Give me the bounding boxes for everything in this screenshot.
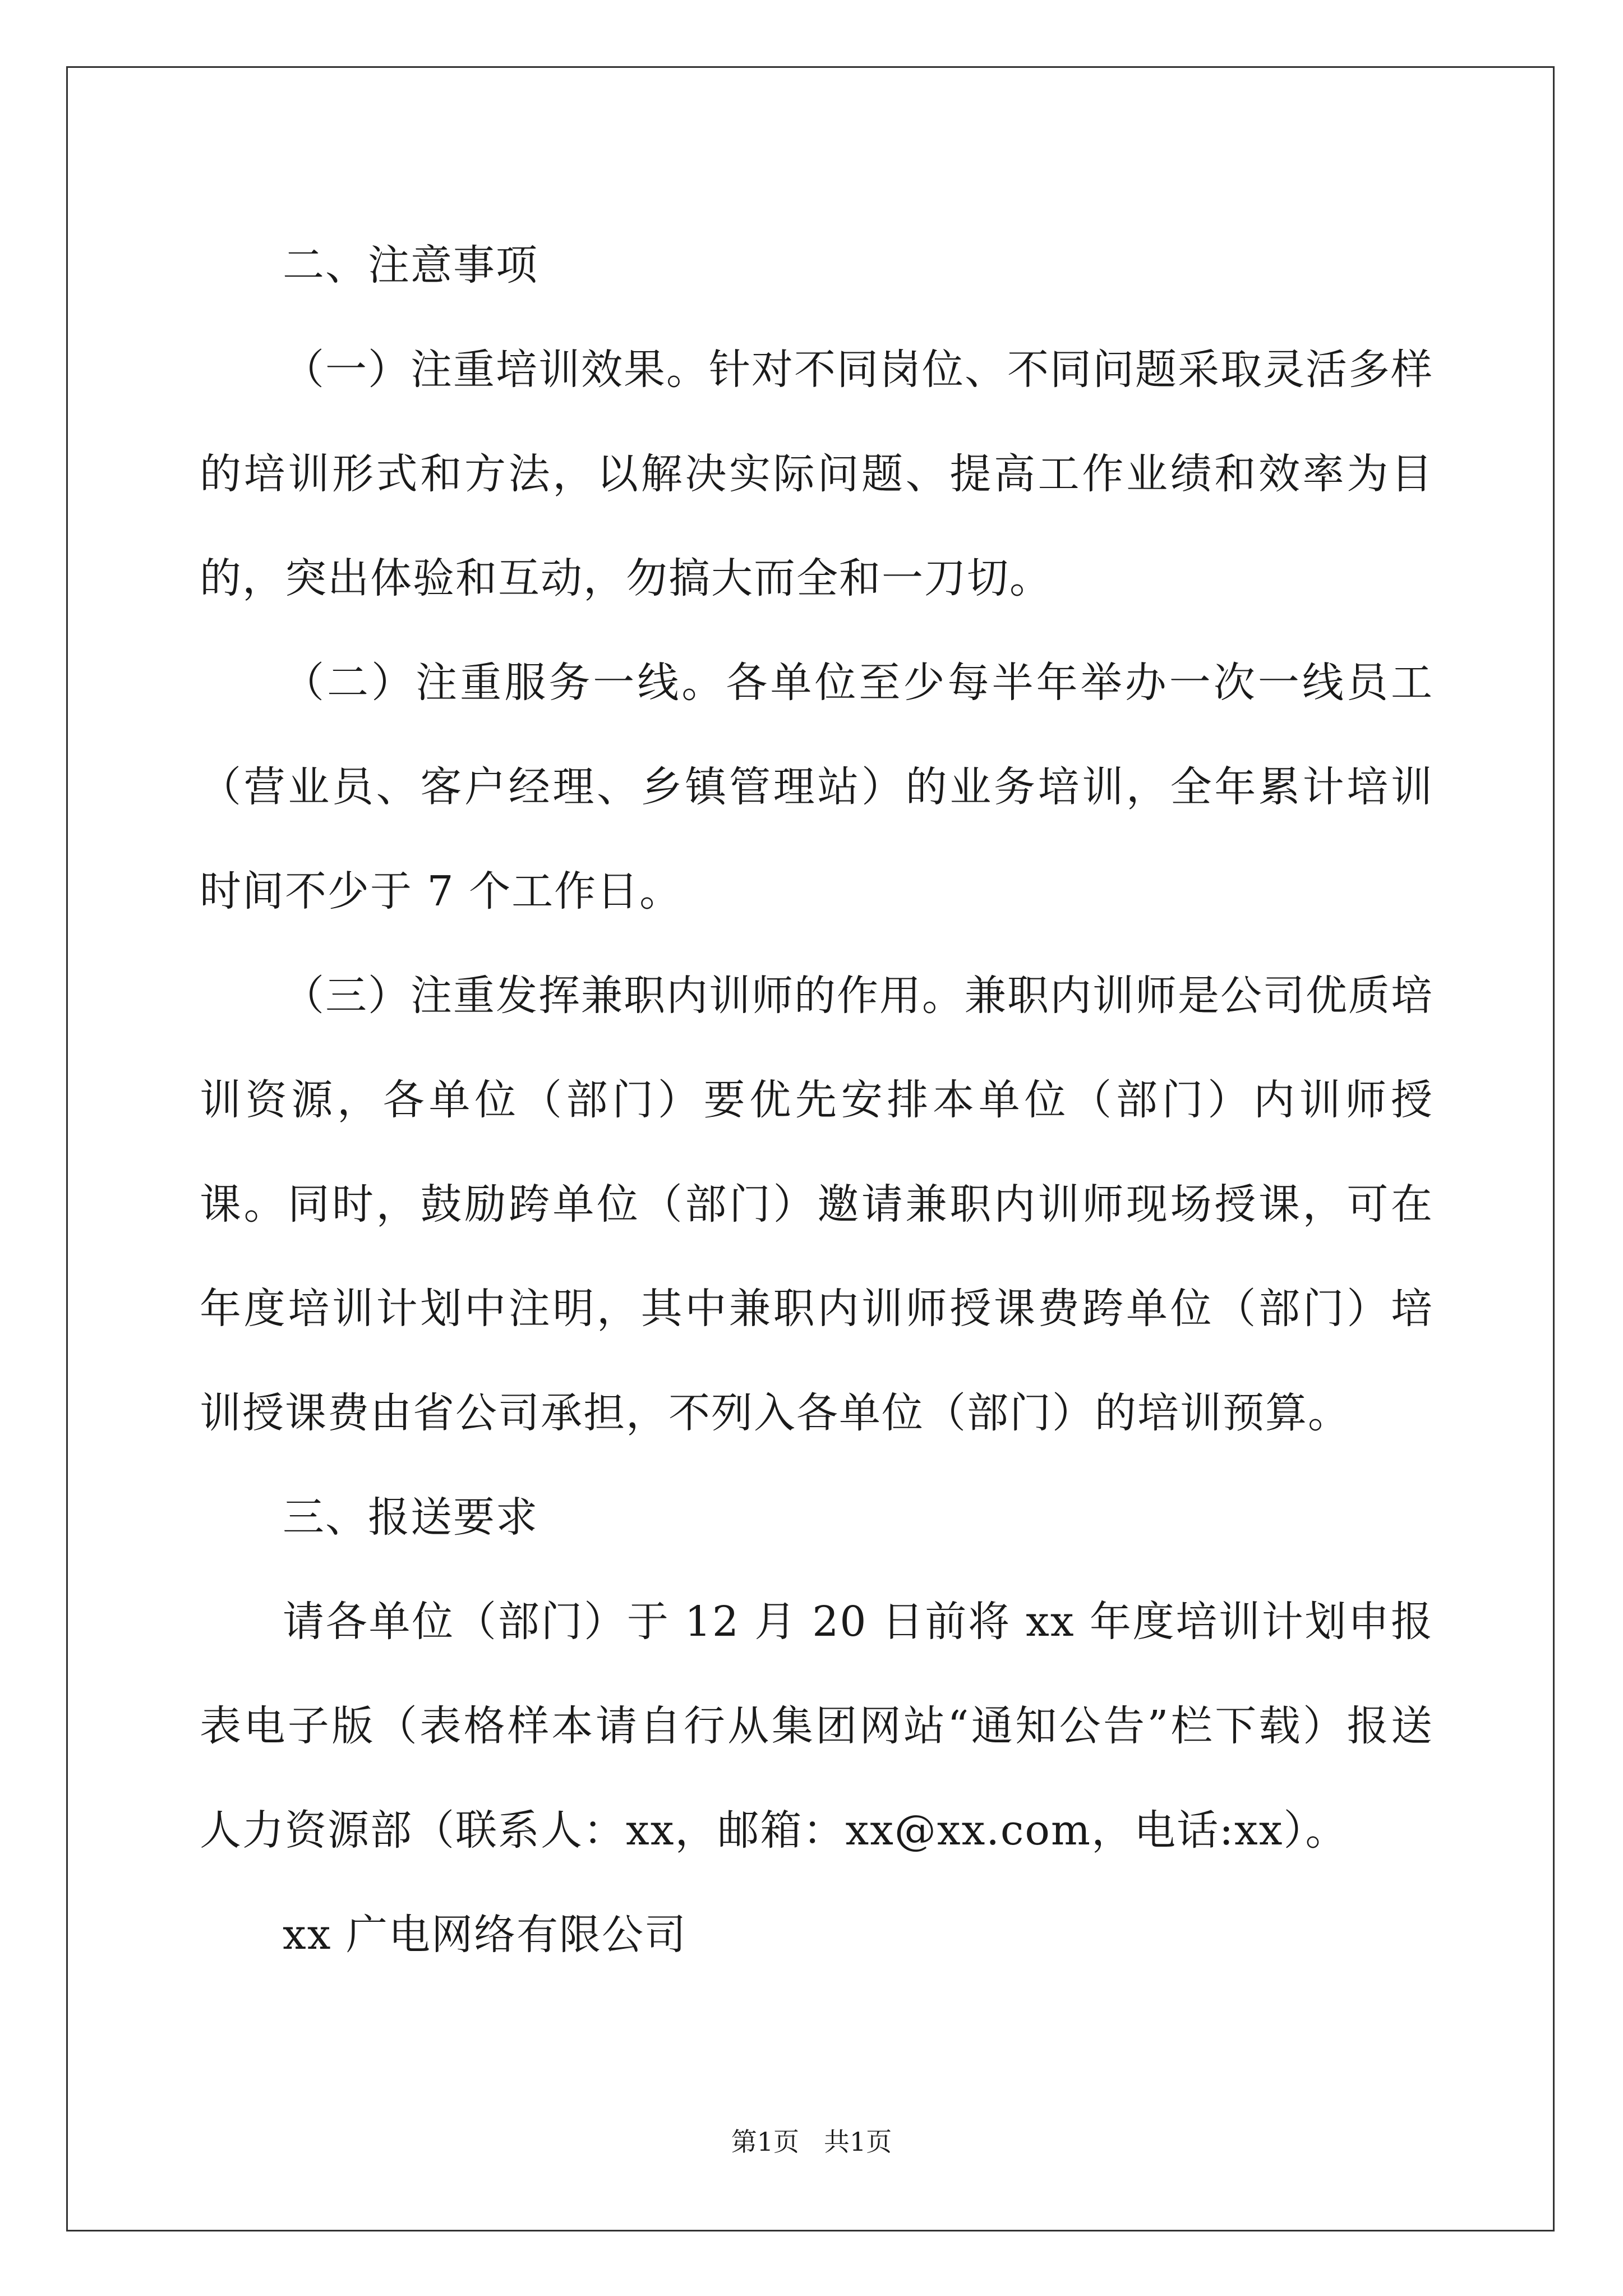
company-name: xx 广电网络有限公司 (283, 1911, 687, 1959)
section-heading-notes: 二、注意事项 (283, 241, 538, 289)
section-heading-submission: 三、报送要求 (283, 1493, 538, 1542)
page-total: 共1页 (823, 2127, 892, 2157)
document-body (200, 213, 1433, 1987)
paragraph-submission-details: 请各单位（部门）于 12 月 20 日前将 xx 年度培训计划申报表电子版（表格样本请自行从集团网站“通知公告”栏下载）报送人力资源部（联系人：xx，邮箱：xx@xx.com，电话:xx）。 (200, 1598, 1433, 1855)
paragraph-training-effect: （一）注重培训效果。针对不同岗位、不同问题采取灵活多样的培训形式和方法，以解决实际问题、提高工作业绩和效率为目的，突出体验和互动，勿搞大而全和一刀切。 (200, 346, 1433, 602)
page-number: 第1页 (731, 2127, 800, 2157)
page-footer (0, 2125, 1623, 2159)
paragraph-internal-trainers: （三）注重发挥兼职内训师的作用。兼职内训师是公司优质培训资源，各单位（部门）要优先安排本单位（部门）内训师授课。同时，鼓励跨单位（部门）邀请兼职内训师现场授课，可在年度培训计划中注明，其中兼职内训师授课费跨单位（部门）培训授课费由省公司承担，不列入各单位（部门）的培训预算。 (200, 972, 1433, 1437)
footer-spacer (799, 2127, 824, 2157)
paragraph-frontline-service: （二）注重服务一线。各单位至少每半年举办一次一线员工（营业员、客户经理、乡镇管理站）的业务培训，全年累计培训时间不少于 7 个工作日。 (200, 659, 1433, 915)
